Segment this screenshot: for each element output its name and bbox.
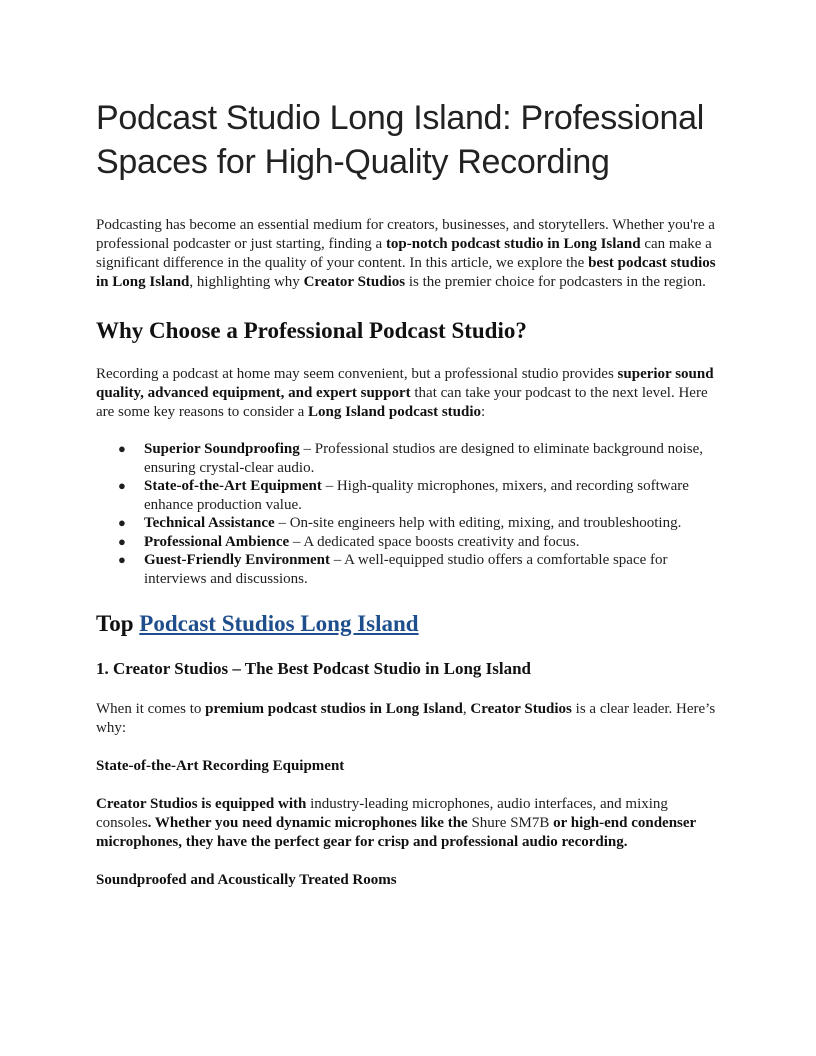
- equipment-text: industry-leading microphones, audio interfaces, and mixing consoles: [96, 796, 668, 831]
- equipment-bold: or high-end condenser microphones, they have the perfect gear for crisp and professional audio recording.: [96, 815, 696, 850]
- list-item-term: State-of-the-Art Equipment: [144, 478, 322, 494]
- why-text: that can take your podcast to the next level. Here are some key reasons to consider a: [96, 385, 708, 420]
- why-text: :: [481, 404, 486, 420]
- why-bold: Long Island podcast studio: [308, 404, 481, 420]
- page-title: Podcast Studio Long Island: Professional Spaces for High-Quality Recording: [96, 99, 704, 181]
- list-item: [118, 477, 726, 514]
- creator-text: is a clear leader. Here’s why:: [96, 701, 716, 736]
- list-item-term: Guest-Friendly Environment: [144, 552, 330, 568]
- intro-paragraph: [96, 216, 726, 292]
- podcast-studios-link[interactable]: Podcast Studios Long Island: [139, 611, 419, 636]
- creator-bold: premium podcast studios in Long Island: [205, 701, 463, 717]
- list-item-desc: – High-quality microphones, mixers, and recording software enhance production value.: [144, 478, 689, 513]
- list-item: [118, 533, 726, 552]
- intro-bold: top-notch podcast studio in Long Island: [385, 236, 641, 252]
- creator-studios-heading: 1. Creator Studios – The Best Podcast Studio in Long Island: [96, 659, 532, 678]
- list-item: [118, 440, 726, 477]
- intro-text: is the premier choice for podcasters in the region.: [405, 274, 706, 290]
- equipment-bold: . Whether you need dynamic microphones like the: [147, 815, 468, 831]
- list-item-desc: – Professional studios are designed to eliminate background noise, ensuring crystal-clear audio.: [144, 441, 703, 476]
- bullet-icon: ●: [118, 533, 126, 549]
- intro-text: , highlighting why: [189, 274, 304, 290]
- list-item-term: Superior Soundproofing: [144, 441, 300, 457]
- why-paragraph: [96, 365, 726, 422]
- list-item-desc: – On-site engineers help with editing, mixing, and troubleshooting.: [274, 515, 682, 531]
- list-item-term: Professional Ambience: [144, 533, 290, 550]
- equipment-heading: State-of-the-Art Recording Equipment: [96, 758, 345, 774]
- list-item-term: Technical Assistance: [144, 515, 275, 531]
- bullet-icon: ●: [118, 552, 126, 567]
- bullet-icon: ●: [118, 515, 126, 530]
- list-item-desc: – A dedicated space boosts creativity and focus.: [289, 533, 580, 550]
- creator-bold: Creator Studios: [470, 701, 572, 717]
- reasons-list: [96, 440, 726, 588]
- intro-text: Podcasting has become an essential medium for creators, businesses, and storytellers. Whether you're a professional podcaster or just starting, finding a: [96, 217, 715, 252]
- equipment-paragraph: [96, 795, 726, 852]
- bullet-icon: ●: [118, 478, 126, 493]
- intro-text: can make a significant difference in the quality of your content. In this article, we explore the: [96, 236, 712, 271]
- list-item-desc: – A well-equipped studio offers a comfortable space for interviews and discussions.: [144, 552, 668, 587]
- creator-paragraph: [96, 700, 726, 738]
- soundproof-heading: Soundproofed and Acoustically Treated Rooms: [96, 872, 397, 888]
- intro-bold: best podcast studios in Long Island: [96, 255, 716, 290]
- why-bold: superior sound quality, advanced equipment, and expert support: [96, 366, 714, 401]
- intro-bold: Creator Studios: [303, 274, 406, 290]
- why-heading: Why Choose a Professional Podcast Studio?: [96, 318, 527, 343]
- document-page: [96, 96, 726, 890]
- top-studios-heading: [96, 610, 726, 638]
- equipment-text: Shure SM7B: [467, 815, 554, 831]
- top-heading-prefix: Top: [96, 611, 140, 636]
- list-item: [118, 514, 726, 533]
- why-text: Recording a podcast at home may seem convenient, but a professional studio provides: [96, 366, 618, 382]
- equipment-bold: Creator Studios is equipped with: [96, 796, 307, 812]
- list-item: [118, 551, 726, 588]
- bullet-icon: ●: [118, 441, 126, 456]
- creator-text: ,: [462, 701, 471, 717]
- creator-text: When it comes to: [96, 701, 206, 717]
